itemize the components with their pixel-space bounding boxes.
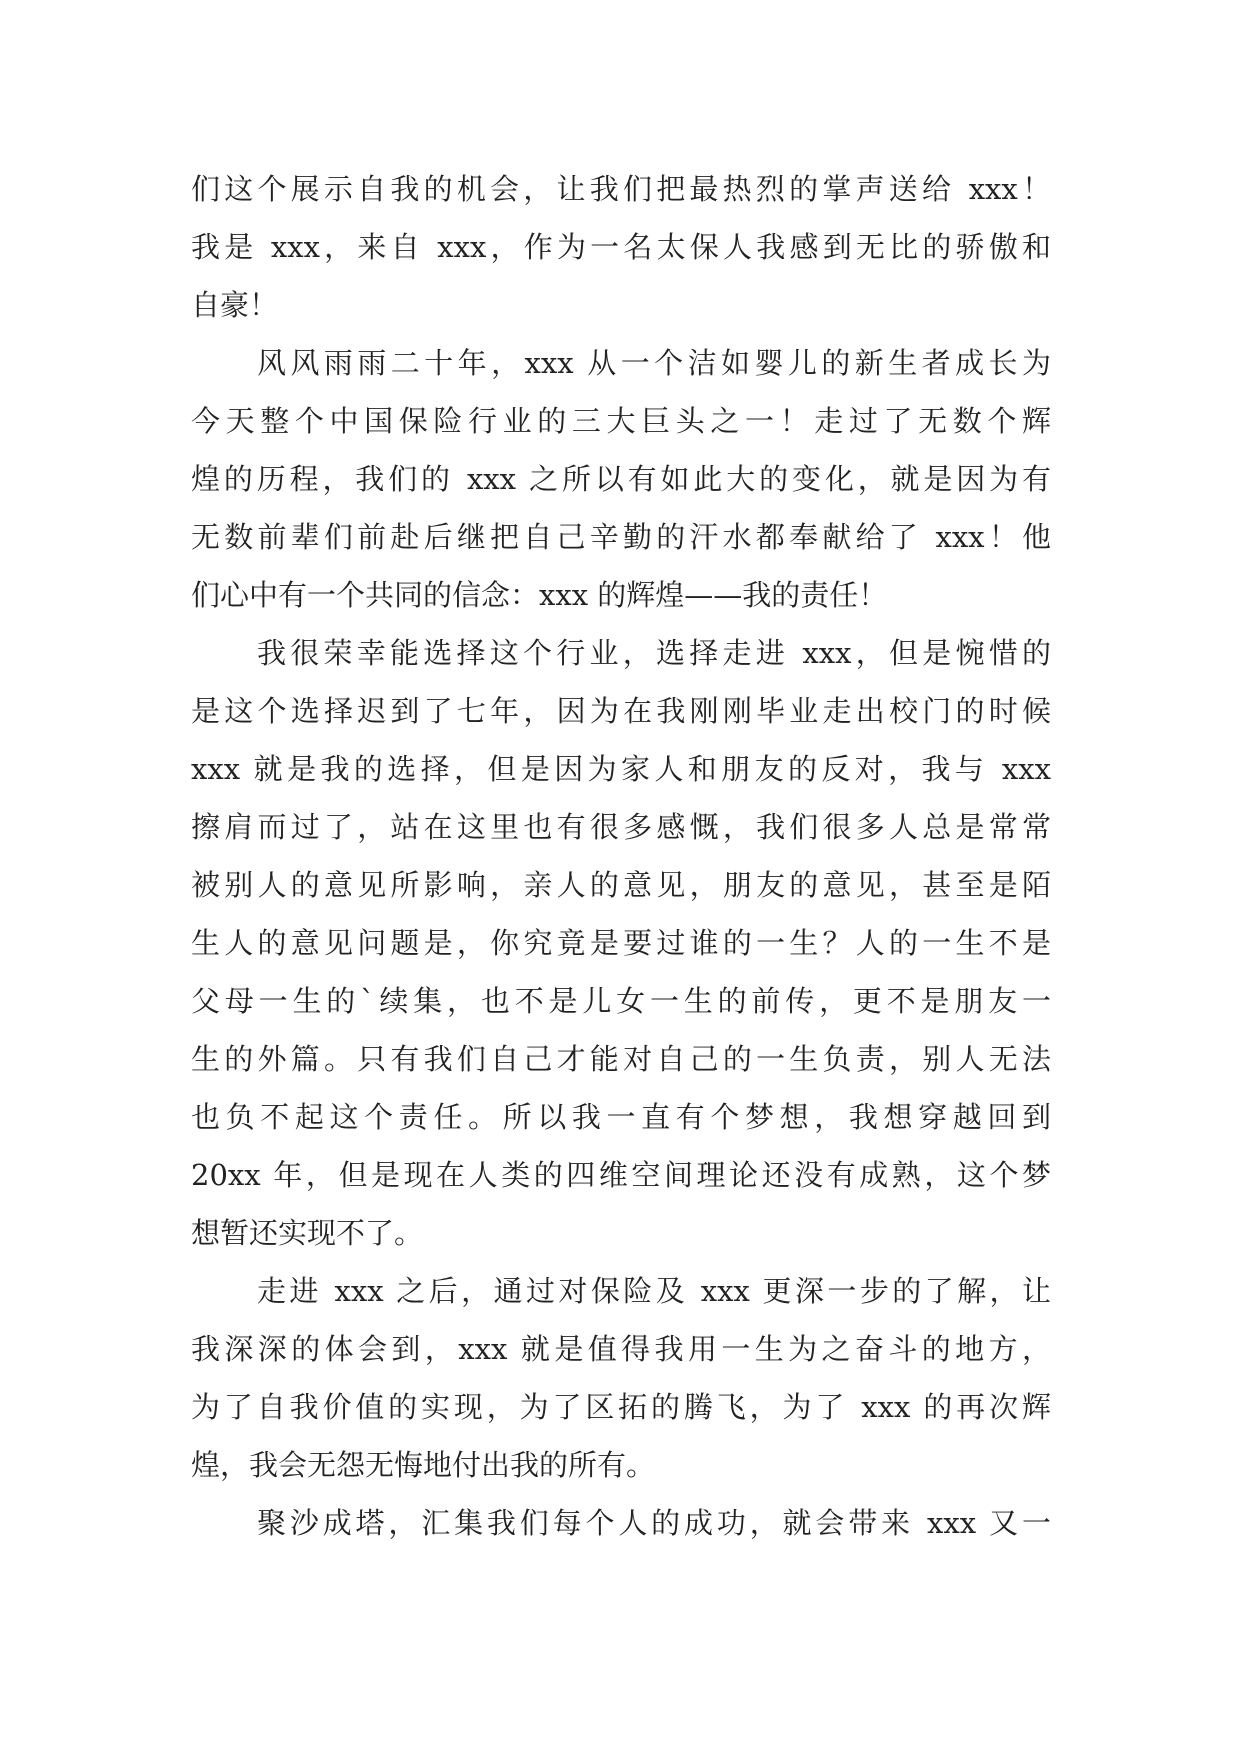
text-line: 无数前辈们前赴后继把自己辛勤的汗水都奉献给了 xxx！他 [191, 520, 1051, 554]
text-line: 聚沙成塔，汇集我们每个人的成功，就会带来 xxx 又一 [257, 1506, 1051, 1540]
text-line: 煌，我会无怨无悔地付出我的所有。 [191, 1448, 656, 1482]
text-line: 我是 xxx，来自 xxx，作为一名太保人我感到无比的骄傲和 [191, 230, 1051, 264]
document-body [191, 160, 1051, 1552]
text-line: 我深深的体会到，xxx 就是值得我用一生为之奋斗的地方， [191, 1332, 1051, 1366]
text-line: 我很荣幸能选择这个行业，选择走进 xxx，但是惋惜的 [257, 636, 1051, 670]
text-line: 煌的历程，我们的 xxx 之所以有如此大的变化，就是因为有 [191, 462, 1051, 496]
text-line: 擦肩而过了，站在这里也有很多感慨，我们很多人总是常常 [191, 810, 1051, 844]
text-line: xxx 就是我的选择，但是因为家人和朋友的反对，我与 xxx [191, 752, 1051, 786]
text-line: 们心中有一个共同的信念：xxx 的辉煌——我的责任！ [191, 578, 888, 612]
text-line: 自豪！ [191, 288, 279, 322]
text-line: 为了自我价值的实现，为了区拓的腾飞，为了 xxx 的再次辉 [191, 1390, 1051, 1424]
text-line: 是这个选择迟到了七年，因为在我刚刚毕业走出校门的时候 [191, 694, 1051, 728]
text-line: 父母一生的`续集，也不是儿女一生的前传，更不是朋友一 [191, 984, 1051, 1018]
text-line: 生人的意见问题是，你究竟是要过谁的一生？人的一生不是 [191, 926, 1051, 960]
text-line: 生的外篇。只有我们自己才能对自己的一生负责，别人无法 [191, 1042, 1051, 1076]
text-line: 也负不起这个责任。所以我一直有个梦想，我想穿越回到 [191, 1100, 1051, 1134]
text-line: 想暂还实现不了。 [191, 1216, 424, 1250]
text-line: 们这个展示自我的机会，让我们把最热烈的掌声送给 xxx！ [191, 172, 1051, 206]
text-line: 风风雨雨二十年，xxx 从一个洁如婴儿的新生者成长为 [257, 346, 1051, 380]
text-line: 今天整个中国保险行业的三大巨头之一！走过了无数个辉 [191, 404, 1051, 438]
text-line: 被别人的意见所影响，亲人的意见，朋友的意见，甚至是陌 [191, 868, 1051, 902]
text-line: 走进 xxx 之后，通过对保险及 xxx 更深一步的了解，让 [257, 1274, 1051, 1308]
text-line: 20xx 年，但是现在人类的四维空间理论还没有成熟，这个梦 [191, 1158, 1051, 1192]
